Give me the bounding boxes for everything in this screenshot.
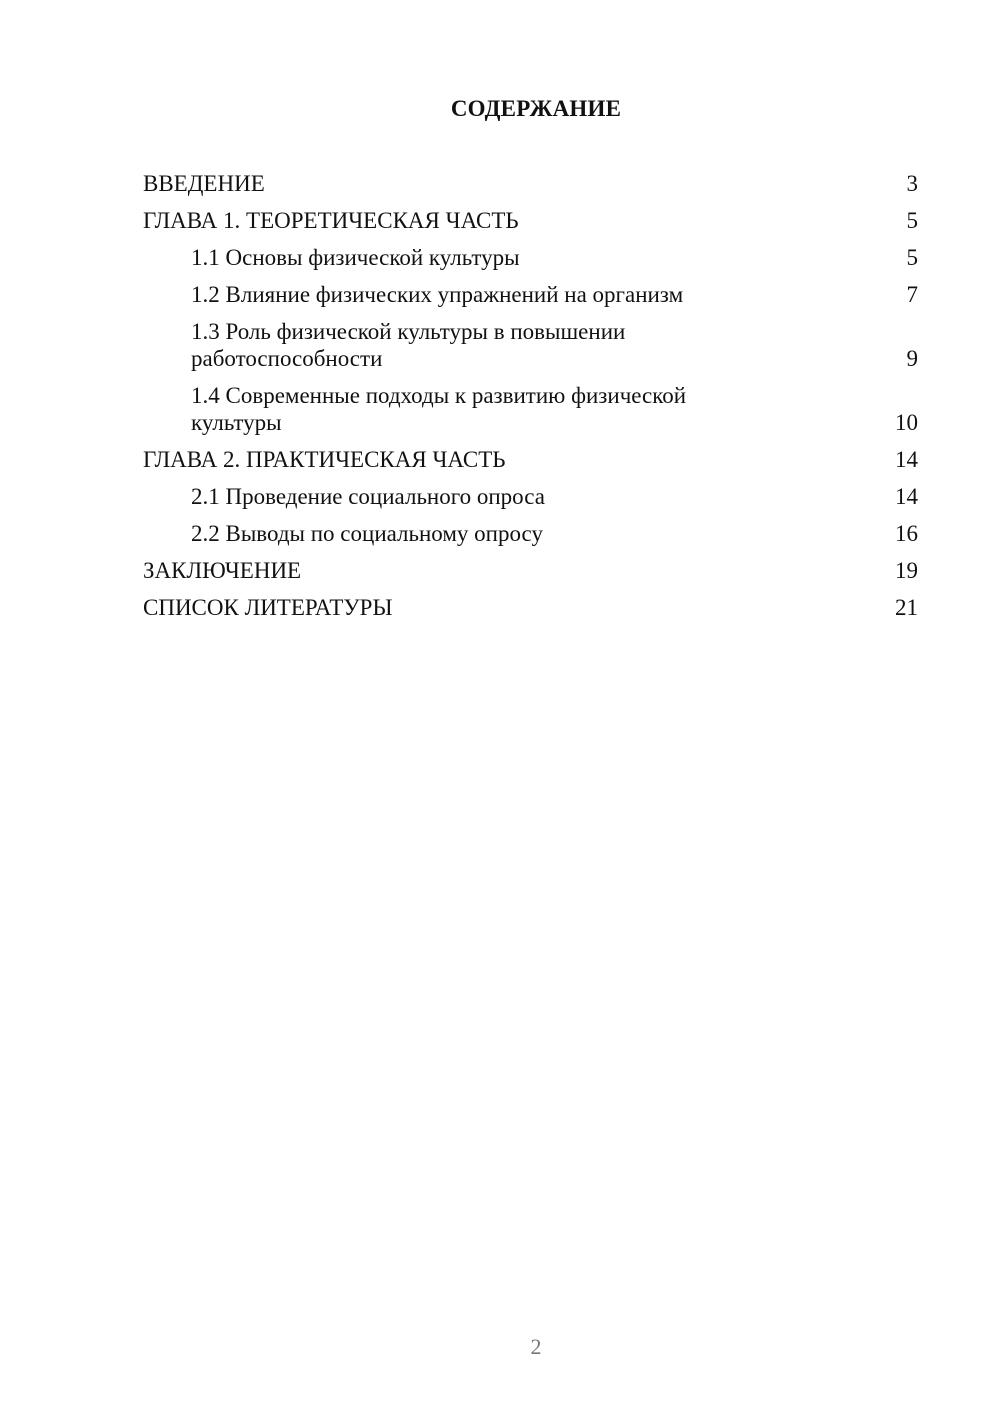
toc-entry[interactable]: [143, 207, 918, 234]
toc-entry-title: 1.3 Роль физической культуры в повышении работоспособности: [191, 319, 626, 371]
table-of-contents: [143, 170, 918, 631]
toc-entry-page: 14: [895, 484, 918, 509]
toc-subentry[interactable]: [143, 318, 918, 372]
toc-subentry[interactable]: [143, 382, 918, 436]
toc-subentry[interactable]: [143, 520, 918, 547]
toc-entry-page: 14: [895, 447, 918, 472]
toc-entry-title: 1.2 Влияние физических упражнений на организм: [191, 282, 684, 307]
toc-entry-page: 5: [906, 208, 918, 233]
toc-subentry[interactable]: [143, 281, 918, 308]
toc-entry-page: 10: [895, 410, 918, 435]
toc-entry-page: 9: [906, 346, 918, 371]
toc-entry-page: 7: [906, 282, 918, 307]
page-title: СОДЕРЖАНИЕ: [450, 96, 622, 121]
page-number: 2: [530, 1334, 542, 1359]
toc-entry-title: ГЛАВА 2. ПРАКТИЧЕСКАЯ ЧАСТЬ: [143, 447, 506, 472]
toc-subentry[interactable]: [143, 483, 918, 510]
toc-entry-title: ЗАКЛЮЧЕНИЕ: [143, 558, 302, 583]
toc-entry[interactable]: [143, 557, 918, 584]
toc-entry-page: 21: [895, 595, 918, 620]
toc-entry[interactable]: [143, 170, 918, 197]
toc-entry-page: 16: [895, 521, 918, 546]
toc-entry-title: ВВЕДЕНИЕ: [143, 171, 265, 196]
toc-entry[interactable]: [143, 594, 918, 621]
toc-entry-page: 19: [895, 558, 918, 583]
toc-entry-title: СПИСОК ЛИТЕРАТУРЫ: [143, 595, 393, 620]
toc-entry[interactable]: [143, 446, 918, 473]
toc-entry-title: 1.1 Основы физической культуры: [191, 245, 520, 270]
toc-entry-title: 1.4 Современные подходы к развитию физической культуры: [191, 383, 687, 435]
toc-entry-page: 3: [906, 171, 918, 196]
toc-entry-title: ГЛАВА 1. ТЕОРЕТИЧЕСКАЯ ЧАСТЬ: [143, 208, 519, 233]
toc-entry-title: 2.1 Проведение социального опроса: [191, 484, 545, 509]
toc-subentry[interactable]: [143, 244, 918, 271]
toc-entry-title: 2.2 Выводы по социальному опросу: [191, 521, 543, 546]
toc-entry-page: 5: [906, 245, 918, 270]
